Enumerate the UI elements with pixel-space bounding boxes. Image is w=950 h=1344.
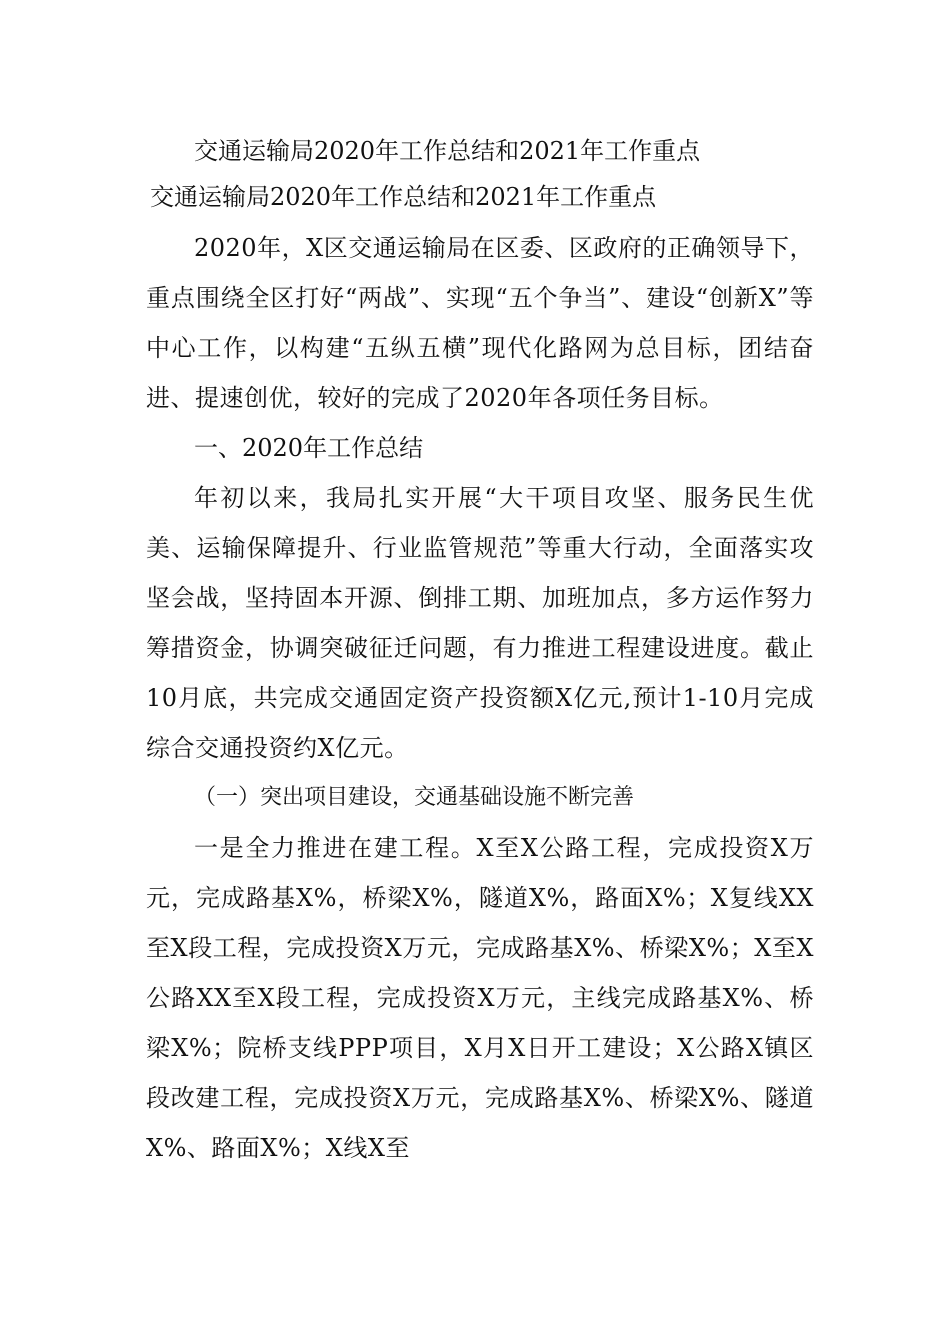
- section-heading: 一、2020年工作总结: [194, 434, 424, 462]
- document-title: 交通运输局2020年工作总结和2021年工作重点: [194, 137, 701, 165]
- section-paragraph: 年初以来，我局扎实开展“大干项目攻坚、服务民生优美、运输保障提升、行业监管规范”等重大行动，全面落实攻坚会战，坚持固本开源、倒排工期、加班加点，多方运作努力筹措资金，协调突破征迁问题，有力推进工程建设进度。截止10月底，共完成交通固定资产投资额X亿元,预计1-10月完成综合交通投资约X亿元。: [146, 484, 814, 762]
- document-body: [146, 133, 814, 1173]
- intro-paragraph: 2020年，X区交通运输局在区委、区政府的正确领导下，重点围绕全区打好“两战”、实现“五个争当”、建设“创新X”等中心工作，以构建“五纵五横”现代化路网为总目标，团结奋进、提速创优，较好的完成了2020年各项任务目标。: [146, 234, 814, 412]
- document-subtitle: 交通运输局2020年工作总结和2021年工作重点: [150, 183, 657, 211]
- subsection-heading: （一）突出项目建设，交通基础设施不断完善: [194, 785, 635, 810]
- subsection-paragraph: 一是全力推进在建工程。X至X公路工程，完成投资X万元，完成路基X%，桥梁X%，隧道X%，路面X%；X复线XX至X段工程，完成投资X万元，完成路基X%、桥梁X%；X至X公路XX至X段工程，完成投资X万元，主线完成路基X%、桥梁X%；院桥支线PPP项目，X月X日开工建设；X公路X镇区段改建工程，完成投资X万元，完成路基X%、桥梁X%、隧道X%、路面X%；X线X至: [146, 834, 814, 1162]
